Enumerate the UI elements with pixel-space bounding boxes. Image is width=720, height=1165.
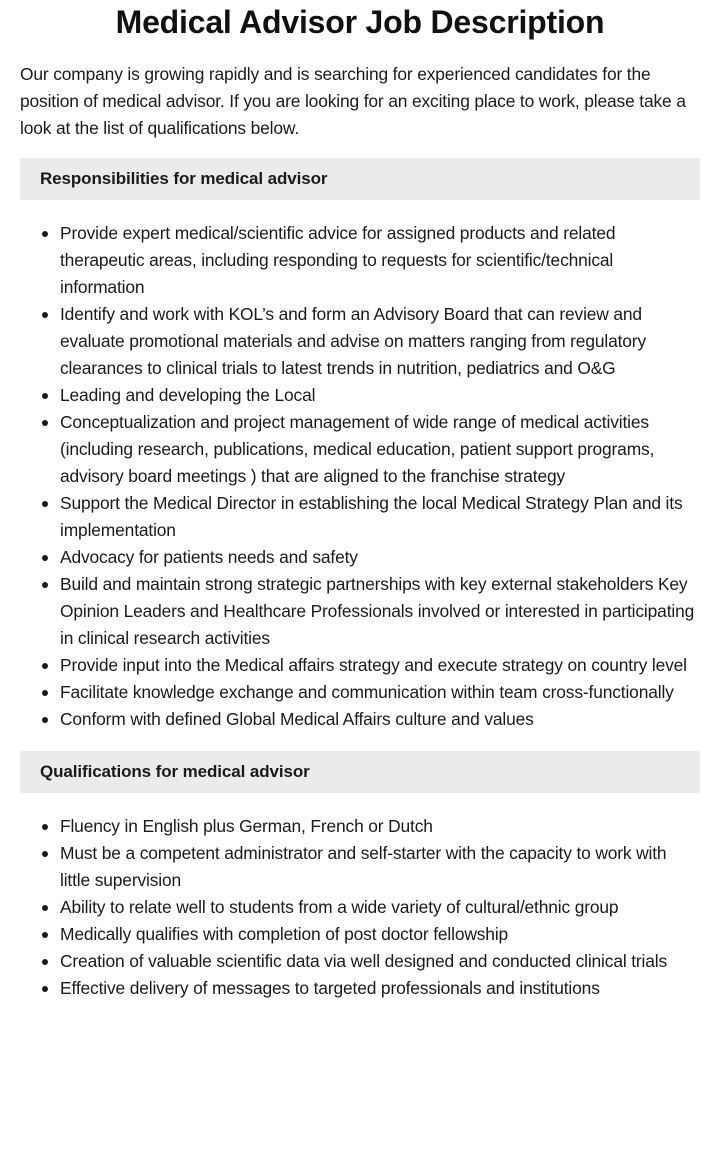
- bullet-icon: [42, 824, 48, 830]
- qualifications-heading: [20, 751, 700, 793]
- list-item: [20, 409, 700, 490]
- list-item-text: Leading and developing the Local: [60, 385, 316, 405]
- list-item-text: Provide input into the Medical affairs strategy and execute strategy on country level: [60, 655, 687, 675]
- list-item-text: Facilitate knowledge exchange and communication within team cross-functionally: [60, 682, 674, 702]
- list-item: [20, 894, 700, 921]
- bullet-icon: [42, 851, 48, 857]
- bullet-icon: [42, 717, 48, 723]
- list-item-text: Conceptualization and project management of wide range of medical activities (including research, publications, medical education, patient support programs, advisory board meetings ) that are aligned to the franchise strategy: [60, 412, 655, 486]
- bullet-icon: [42, 555, 48, 561]
- intro-paragraph: Our company is growing rapidly and is searching for experienced candidates for the position of medical advisor. If you are looking for an exciting place to work, please take a look at the list of qualifications below.: [20, 64, 686, 138]
- bullet-icon: [42, 582, 48, 588]
- list-item-text: Creation of valuable scientific data via well designed and conducted clinical trials: [60, 951, 668, 971]
- list-item-text: Provide expert medical/scientific advice for assigned products and related therapeutic areas, including responding to requests for scientific/technical information: [60, 223, 616, 297]
- list-item: [20, 544, 700, 571]
- qualifications-list: [20, 813, 700, 1002]
- responsibilities-heading: [20, 158, 700, 200]
- bullet-icon: [42, 312, 48, 318]
- list-item: [20, 220, 700, 301]
- list-item: [20, 301, 700, 382]
- list-item-text: Advocacy for patients needs and safety: [60, 547, 358, 567]
- bullet-icon: [42, 959, 48, 965]
- responsibilities-heading-label: Responsibilities for medical advisor: [40, 169, 328, 188]
- list-item: [20, 813, 700, 840]
- list-item: [20, 975, 700, 1002]
- page-title: Medical Advisor Job Description: [115, 4, 605, 40]
- bullet-icon: [42, 663, 48, 669]
- list-item: [20, 571, 700, 652]
- list-item-text: Support the Medical Director in establishing the local Medical Strategy Plan and its implementation: [60, 493, 683, 540]
- list-item: [20, 652, 700, 679]
- bullet-icon: [42, 231, 48, 237]
- list-item: [20, 490, 700, 544]
- list-item-text: Ability to relate well to students from a wide variety of cultural/ethnic group: [60, 897, 619, 917]
- list-item: [20, 706, 700, 733]
- list-item: [20, 948, 700, 975]
- bullet-icon: [42, 501, 48, 507]
- bullet-icon: [42, 986, 48, 992]
- list-item-text: Identify and work with KOL’s and form an Advisory Board that can review and evaluate promotional materials and advise on matters ranging from regulatory clearances to clinical trials to latest trends in nutrition, pediatrics and O&G: [60, 304, 646, 378]
- list-item-text: Conform with defined Global Medical Affairs culture and values: [60, 709, 534, 729]
- bullet-icon: [42, 690, 48, 696]
- responsibilities-list: [20, 220, 700, 733]
- list-item: [20, 921, 700, 948]
- list-item: [20, 382, 700, 409]
- bullet-icon: [42, 932, 48, 938]
- list-item: [20, 840, 700, 894]
- bullet-icon: [42, 420, 48, 426]
- qualifications-heading-label: Qualifications for medical advisor: [40, 762, 310, 781]
- list-item-text: Effective delivery of messages to targeted professionals and institutions: [60, 978, 600, 998]
- list-item-text: Medically qualifies with completion of post doctor fellowship: [60, 924, 509, 944]
- list-item: [20, 679, 700, 706]
- list-item-text: Build and maintain strong strategic partnerships with key external stakeholders Key Opinion Leaders and Healthcare Professionals involved or interested in participating in clinical research activities: [60, 574, 695, 648]
- bullet-icon: [42, 393, 48, 399]
- list-item-text: Must be a competent administrator and self-starter with the capacity to work with little supervision: [60, 843, 667, 890]
- list-item-text: Fluency in English plus German, French or Dutch: [60, 816, 433, 836]
- bullet-icon: [42, 905, 48, 911]
